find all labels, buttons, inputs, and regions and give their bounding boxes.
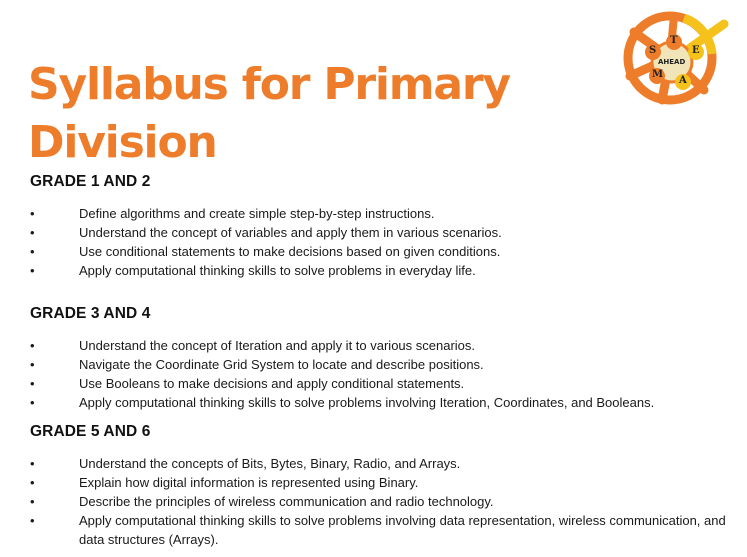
list-item	[30, 492, 730, 511]
list-item-text: Navigate the Coordinate Grid System to locate and describe positions.	[79, 357, 484, 372]
bullet: •	[30, 376, 35, 391]
grade-3-4-section	[30, 305, 730, 412]
list-item	[30, 204, 730, 223]
list-item	[30, 393, 730, 412]
list-item-text: Use conditional statements to make decisions based on given conditions.	[79, 244, 501, 259]
bullet: •	[30, 494, 35, 509]
list-item-text: Describe the principles of wireless communication and radio technology.	[79, 494, 494, 509]
list-item-text: Apply computational thinking skills to solve problems involving Iteration, Coordinates, and Booleans.	[79, 395, 655, 410]
grade-5-6-section	[30, 423, 730, 549]
bullet: •	[30, 475, 35, 490]
grade-1-2-section	[30, 173, 730, 280]
section-heading: GRADE 3 AND 4	[30, 305, 151, 322]
list-item-text: Understand the concept of Iteration and apply it to various scenarios.	[79, 338, 476, 353]
list-item	[30, 242, 730, 261]
list-item	[30, 223, 730, 242]
logo-letter-t: T	[670, 35, 678, 46]
page-title: Syllabus for Primary Division	[28, 59, 510, 168]
list-item	[30, 511, 730, 549]
list-item-text: Explain how digital information is represented using Binary.	[79, 475, 419, 490]
logo-center-text: AHEAD	[658, 58, 686, 66]
stem-ahead-logo	[612, 10, 738, 106]
section-heading: GRADE 1 AND 2	[30, 173, 151, 190]
list-item-text: Apply computational thinking skills to solve problems involving data representation, wireless communication, and data structures (Arrays).	[79, 513, 726, 547]
outcome-list	[30, 454, 730, 549]
bullet: •	[30, 338, 35, 353]
list-item-text: Understand the concept of variables and apply them in various scenarios.	[79, 225, 502, 240]
list-item	[30, 336, 730, 355]
list-item-text: Use Booleans to make decisions and apply conditional statements.	[79, 376, 465, 391]
list-item	[30, 355, 730, 374]
list-item	[30, 374, 730, 393]
logo-letter-e: E	[692, 45, 700, 56]
logo-letter-a: A	[679, 75, 687, 86]
list-item	[30, 473, 730, 492]
bullet: •	[30, 357, 35, 372]
bullet: •	[30, 263, 35, 278]
logo-letter-m: M	[652, 69, 664, 80]
bullet: •	[30, 244, 35, 259]
list-item-text: Understand the concepts of Bits, Bytes, Binary, Radio, and Arrays.	[79, 456, 461, 471]
list-item-text: Define algorithms and create simple step-by-step instructions.	[79, 206, 435, 221]
list-item-text: Apply computational thinking skills to solve problems in everyday life.	[79, 263, 476, 278]
bullet: •	[30, 206, 35, 221]
bullet: •	[30, 395, 35, 410]
logo-letter-s: S	[649, 45, 657, 56]
outcome-list	[30, 336, 730, 412]
bullet: •	[30, 225, 35, 240]
list-item	[30, 454, 730, 473]
outcome-list	[30, 204, 730, 280]
bullet: •	[30, 456, 35, 471]
section-heading: GRADE 5 AND 6	[30, 423, 151, 440]
bullet: •	[30, 513, 35, 528]
list-item	[30, 261, 730, 280]
